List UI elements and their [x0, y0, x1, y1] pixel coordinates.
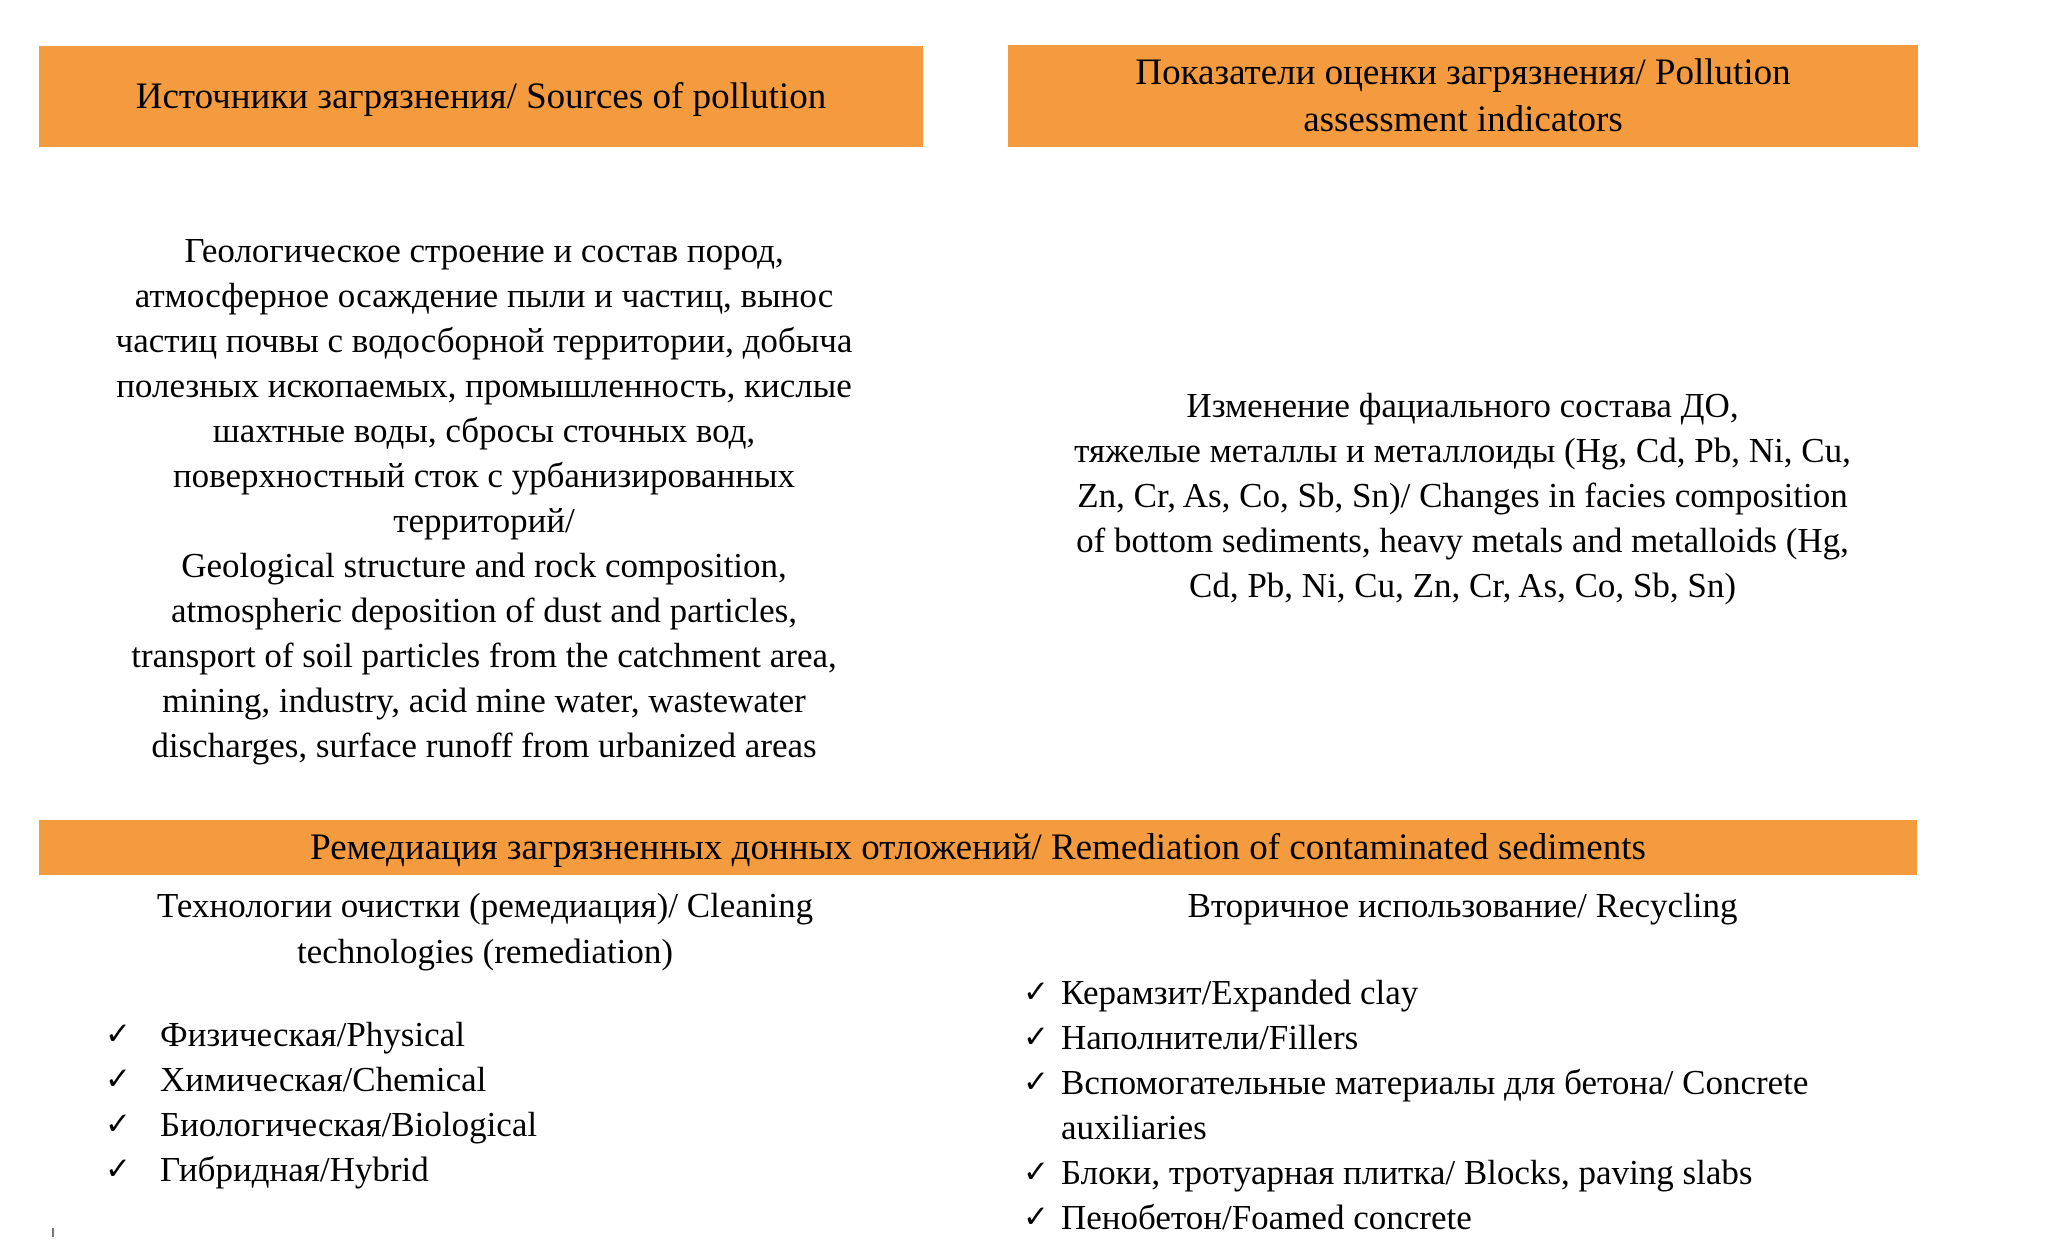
list-item	[1023, 1015, 1918, 1060]
list-item	[105, 1012, 925, 1057]
text-line: Cd, Pb, Ni, Cu, Zn, Cr, As, Co, Sb, Sn)	[1188, 566, 1737, 605]
list-item-label: Вспомогательные материалы для бетона/ Concrete auxiliaries	[1061, 1063, 1809, 1147]
checkmark-icon: ✓	[105, 1106, 131, 1142]
text-line: mining, industry, acid mine water, wastewater	[162, 681, 806, 720]
stray-mark	[52, 1228, 54, 1237]
checkmark-icon: ✓	[105, 1151, 131, 1187]
checkmark-icon: ✓	[1023, 1064, 1049, 1100]
cleaning-technologies-subheader	[60, 883, 910, 975]
sources-header-box	[39, 46, 923, 147]
sources-body-text	[39, 228, 929, 768]
list-item	[105, 1147, 925, 1192]
checkmark-icon: ✓	[1023, 974, 1049, 1010]
list-item	[1023, 1060, 1918, 1150]
text-line: поверхностный сток с урбанизированных	[172, 456, 796, 495]
sources-header-label: Источники загрязнения/ Sources of pollution	[135, 76, 827, 117]
list-item-label: Биологическая/Biological	[160, 1105, 538, 1144]
text-line: атмосферное осаждение пыли и частиц, вынос	[134, 276, 834, 315]
list-item-label: Блоки, тротуарная плитка/ Blocks, paving slabs	[1061, 1153, 1753, 1192]
list-item	[1023, 1195, 1918, 1240]
list-item-label: Керамзит/Expanded clay	[1061, 973, 1419, 1012]
checkmark-icon: ✓	[1023, 1154, 1049, 1190]
text-line: technologies (remediation)	[296, 932, 674, 971]
remediation-header-box	[39, 820, 1917, 875]
text-line: Показатели оценки загрязнения/ Pollution	[1135, 52, 1791, 93]
list-item	[1023, 970, 1918, 1015]
indicators-body-text	[1005, 383, 1920, 608]
text-line: полезных ископаемых, промышленность, кислые	[116, 366, 852, 405]
recycling-list	[1023, 970, 1918, 1240]
text-line: Технологии очистки (ремедиация)/ Cleaning	[156, 886, 814, 925]
text-line: Zn, Cr, As, Co, Sb, Sn)/ Changes in facies composition	[1077, 476, 1848, 515]
text-line: assessment indicators	[1303, 99, 1623, 140]
text-line: discharges, surface runoff from urbanized areas	[151, 726, 817, 765]
text-line: transport of soil particles from the catchment area,	[131, 636, 837, 675]
list-item-label: Химическая/Chemical	[160, 1060, 487, 1099]
cleaning-technologies-list	[105, 1012, 925, 1192]
indicators-header-label	[1135, 49, 1790, 143]
text-line: Геологическое строение и состав пород,	[184, 231, 784, 270]
text-line: Изменение фациального состава ДО,	[1186, 386, 1739, 425]
checkmark-icon: ✓	[105, 1061, 131, 1097]
text-line: частиц почвы с водосборной территории, добыча	[115, 321, 853, 360]
indicators-header-box	[1008, 45, 1918, 147]
recycling-subheader	[1005, 883, 1920, 929]
list-item	[1023, 1150, 1918, 1195]
text-line: тяжелые металлы и металлоиды (Hg, Cd, Pb, Ni, Cu,	[1074, 431, 1851, 470]
text-line: of bottom sediments, heavy metals and metalloids (Hg,	[1076, 521, 1849, 560]
list-item	[105, 1057, 925, 1102]
checkmark-icon: ✓	[105, 1016, 131, 1052]
list-item-label: Пенобетон/Foamed concrete	[1061, 1198, 1472, 1237]
recycling-subheader-label: Вторичное использование/ Recycling	[1187, 886, 1738, 925]
text-line: территорий/	[393, 501, 575, 540]
text-line: шахтные воды, сбросы сточных вод,	[212, 411, 756, 450]
text-line: atmospheric deposition of dust and particles,	[171, 591, 797, 630]
remediation-header-label: Ремедиация загрязненных донных отложений/ Remediation of contaminated sediments	[310, 827, 1646, 868]
list-item	[105, 1102, 925, 1147]
checkmark-icon: ✓	[1023, 1019, 1049, 1055]
list-item-label: Наполнители/Fillers	[1061, 1018, 1359, 1057]
checkmark-icon: ✓	[1023, 1199, 1049, 1235]
list-item-label: Физическая/Physical	[160, 1015, 465, 1054]
list-item-label: Гибридная/Hybrid	[160, 1150, 429, 1189]
text-line: Geological structure and rock composition,	[181, 546, 787, 585]
